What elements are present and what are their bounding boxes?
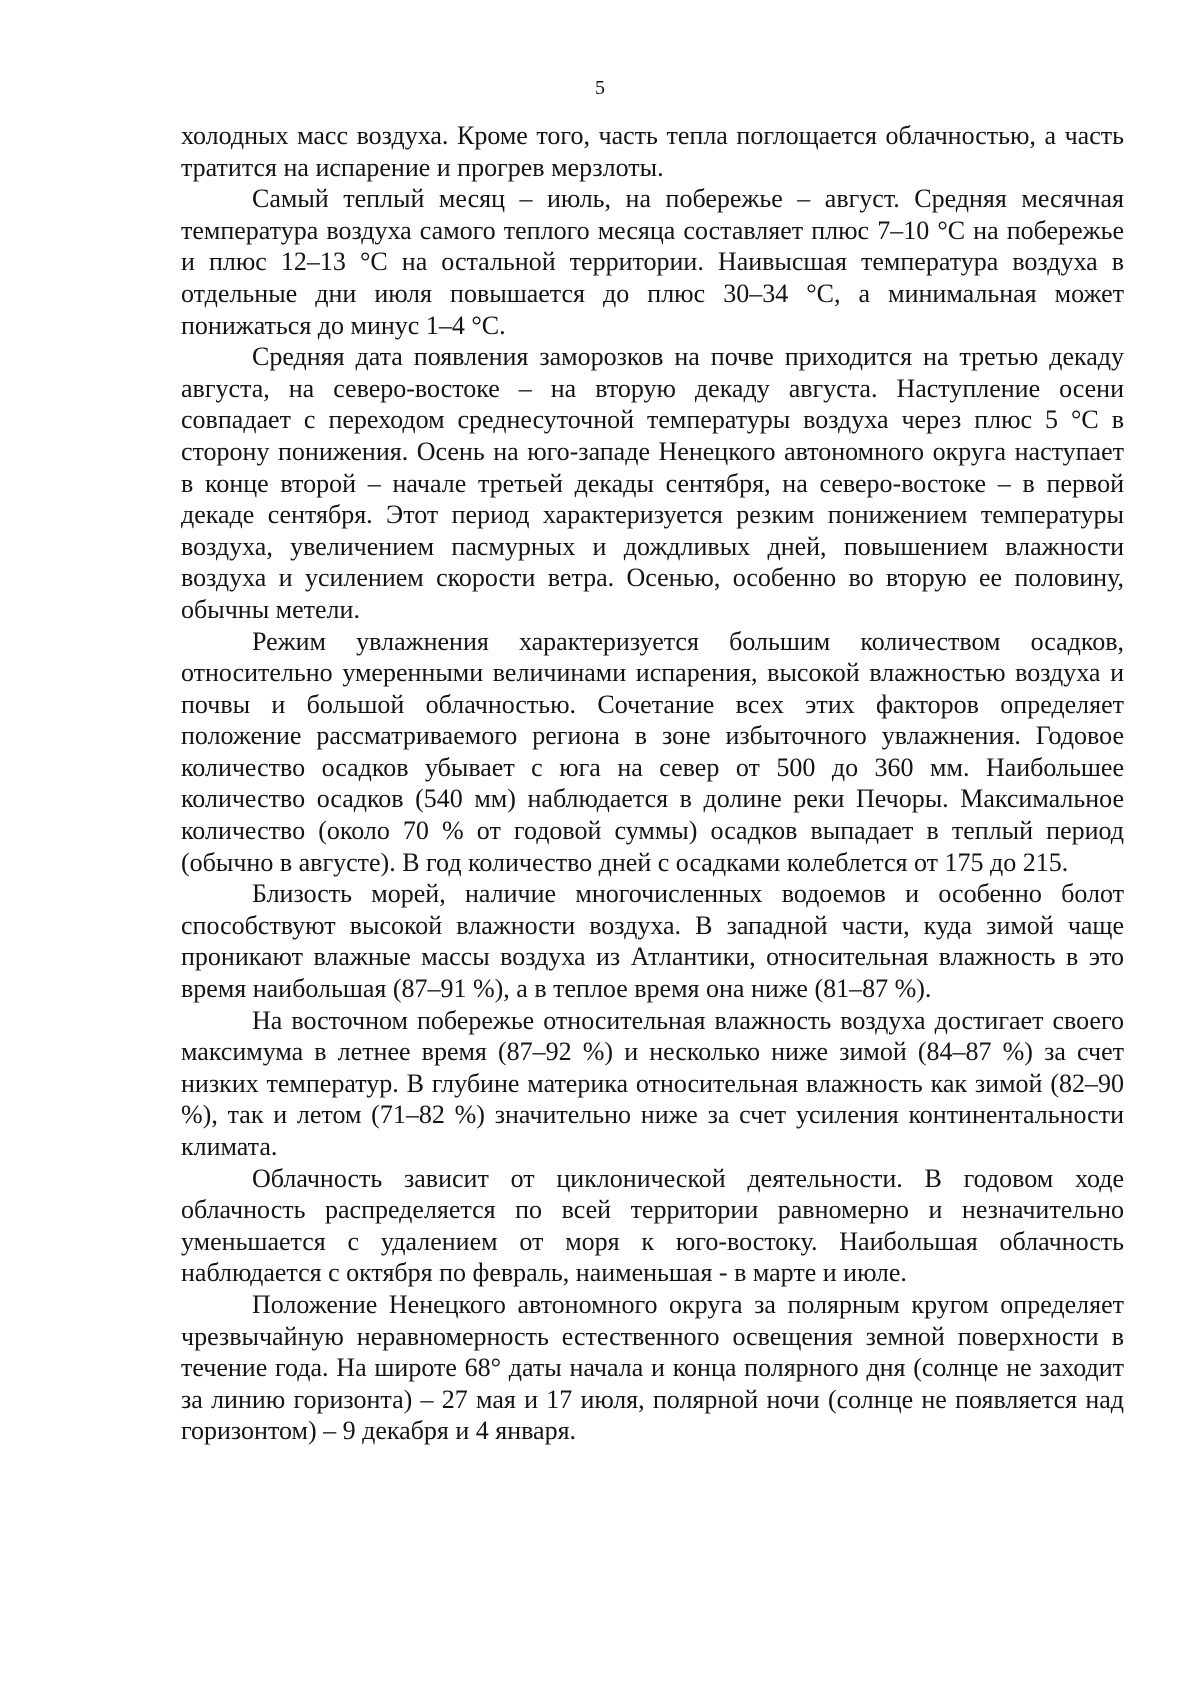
paragraph-humidity-east: На восточном побережье относительная влажность воздуха достигает своего максимума в летнее время (87–92 %) и несколько ниже зимой (84–87 %) за счет низких температур. В глубине материка относительная влажность как зимой (82–90 %), так и летом (71–82 %) значительно ниже за счет усиления континентальности климата. [181,1005,1124,1161]
paragraph-warmest-month: Самый теплый месяц – июль, на побережье – август. Средняя месячная температура воздуха самого теплого месяца составляет плюс 7–10 °С на побережье и плюс 12–13 °С на остальной территории. Наивысшая температура воздуха в отдельные дни июля повышается до плюс 30–34 °С, а минимальная может понижаться до минус 1–4 °С. [181,184,1124,340]
paragraph-polar-light: Положение Ненецкого автономного округа за полярным кругом определяет чрезвычайную неравномерность естественного освещения земной поверхности в течение года. На широте 68° даты начала и конца полярного дня (солнце не заходит за линию горизонта) – 27 мая и 17 июля, полярной ночи (солнце не появляется над горизонтом) – 9 декабря и 4 января. [181,1289,1124,1446]
page-number: 5 [595,77,605,99]
paragraph-humidity-west: Близость морей, наличие многочисленных водоемов и особенно болот способствуют высокой влажности воздуха. В западной части, куда зимой чаще проникают влажные массы воздуха из Атлантики, относительная влажность в это время наибольшая (87–91 %), а в теплое время она ниже (81–87 %). [181,879,1124,1004]
paragraph-cloudiness: Облачность зависит от циклонической деятельности. В годовом ходе облачность распределяется по всей территории равномерно и незначительно уменьшается с удалением от моря к юго-востоку. Наибольшая облачность наблюдается с октября по февраль, наименьшая - в марте и июле. [181,1163,1124,1288]
paragraph-precipitation: Режим увлажнения характеризуется большим количеством осадков, относительно умеренными величинами испарения, высокой влажностью воздуха и почвы и большой облачностью. Сочетание всех этих факторов определяет положение рассматриваемого региона в зоне избыточного увлажнения. Годовое количество осадков убывает с юга на север от 500 до 360 мм. Наибольшее количество осадков (540 мм) наблюдается в долине реки Печоры. Максимальное количество (около 70 % от годовой суммы) осадков выпадает в теплый период (обычно в августе). В год количество дней с осадками колеблется от 175 до 215. [181,626,1124,877]
paragraph-frost-autumn: Средняя дата появления заморозков на почве приходится на третью декаду августа, на северо-востоке – на вторую декаду августа. Наступление осени совпадает с переходом среднесуточной температуры воздуха через плюс 5 °С в сторону понижения. Осень на юго-западе Ненецкого автономного округа наступает в конце второй – начале третьей декады сентября, на северо-востоке – в первой декаде сентября. Этот период характеризуется резким понижением температуры воздуха, увеличением пасмурных и дождливых дней, повышением влажности воздуха и усилением скорости ветра. Осенью, особенно во вторую ее половину, обычны метели. [181,342,1124,624]
document-body [181,120,1124,1447]
paragraph-continuation: холодных масс воздуха. Кроме того, часть тепла поглощается облачностью, а часть тратится на испарение и прогрев мерзлоты. [181,121,1124,182]
